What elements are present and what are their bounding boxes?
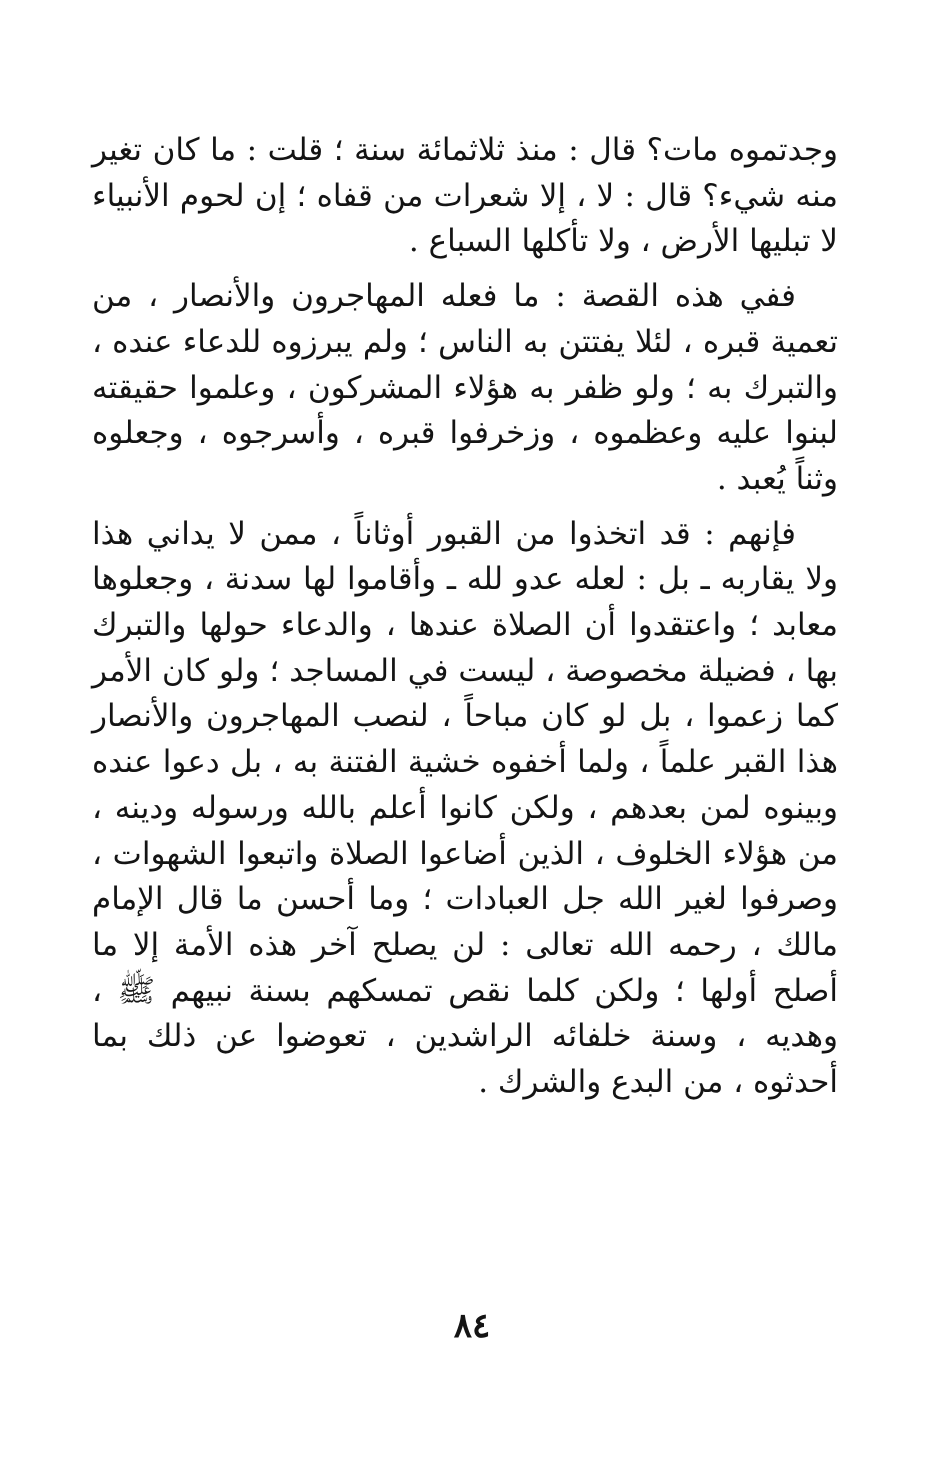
paragraph-1: وجدتموه مات؟ قال : منذ ثلاثمائة سنة ؛ قلت : ما كان تغير منه شيء؟ قال : لا ، إلا شعرات من قفاه ؛ إن لحوم الأنبياء لا تبليها الأرض ، ولا تأكلها السباع . (92, 132, 838, 260)
body-text (92, 128, 838, 1106)
page-number: ٨٤ (453, 1306, 491, 1346)
paragraph-2: ففي هذه القصة : ما فعله المهاجرون والأنصار ، من تعمية قبره ، لئلا يفتتن به الناس ؛ ولم يبرزوه للدعاء عنده ، والتبرك به ؛ ولو ظفر به هؤلاء المشركون ، وعلموا حقيقته لبنوا عليه وعظموه ، وزخرفوا قبره ، وأسرجوه ، وجعلوه وثناً يُعبد . (92, 278, 838, 497)
paragraph-3: فإنهم : قد اتخذوا من القبور أوثاناً ، ممن لا يداني هذا ولا يقاربه ـ بل : لعله عدو لله ـ وأقاموا لها سدنة ، وجعلوها معابد ؛ واعتقدوا أن الصلاة عندها ، والدعاء حولها والتبرك بها ، فضيلة مخصوصة ، ليست في المساجد ؛ ولو كان الأمر كما زعموا ، بل لو كان مباحاً ، لنصب المهاجرون والأنصار هذا القبر علماً ، ولما أخفوه خشية الفتنة به ، بل دعوا عنده وبينوه لمن بعدهم ، ولكن كانوا أعلم بالله ورسوله ودينه ، من هؤلاء الخلوف ، الذين أضاعوا الصلاة واتبعوا الشهوات ، وصرفوا لغير الله جل العبادات ؛ وما أحسن ما قال الإمام مالك ، رحمه الله تعالى : لن يصلح آخر هذه الأمة إلا ما أصلح أولها ؛ ولكن كلما نقص تمسكهم بسنة نبيهم ﷺ ، وهديه ، وسنة خلفائه الراشدين ، تعوضوا عن ذلك بما أحدثوه ، من البدع والشرك . (92, 515, 839, 1101)
